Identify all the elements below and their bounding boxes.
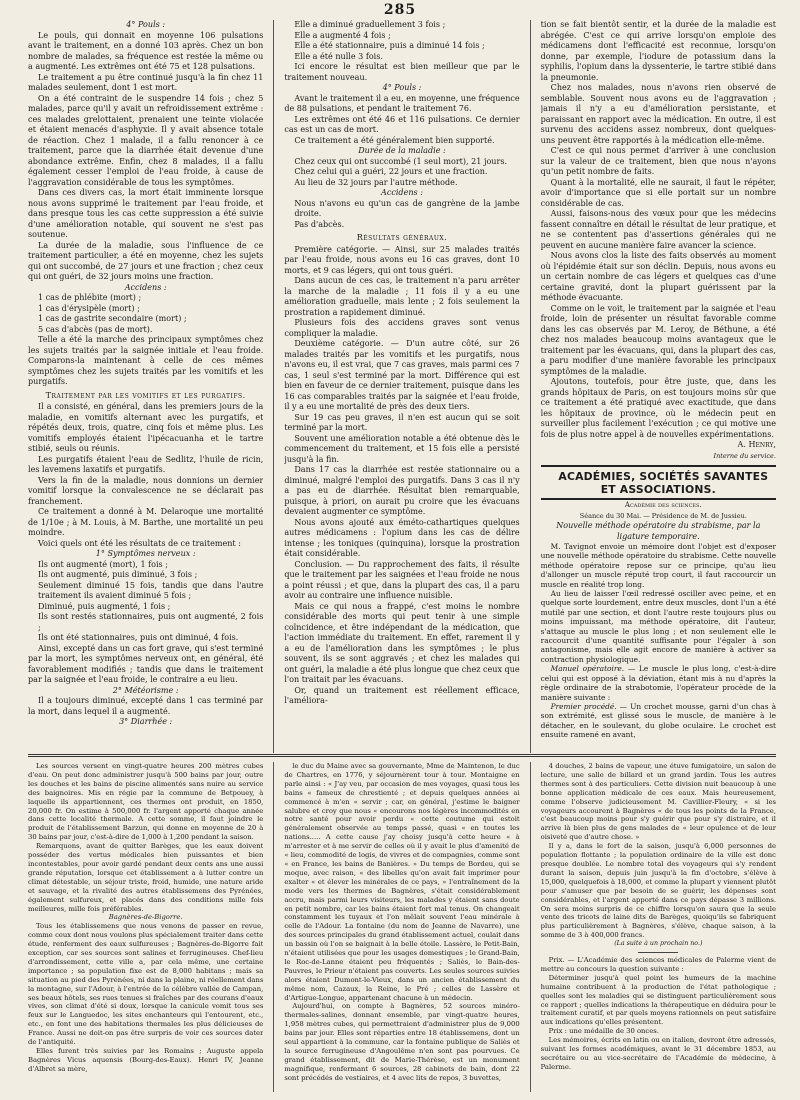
paragraph: Les extrêmes ont été 46 et 116 pulsations. Ce dernier cas est un cas de mort. (284, 114, 520, 134)
paragraph: Or, quand un traitement est réellement efficace, l'améliora- (284, 685, 520, 705)
author-role: Interne du service. (713, 451, 776, 460)
to-be-continued: (La suite à un prochain no.) (614, 940, 703, 948)
divider (638, 952, 678, 953)
paragraph: Comme on le voit, le traitement par la saignée et l'eau froide, loin de présenter un résultat favorable comme dans les cas observés par M. Leroy, de Béthune, a été chez nos malades beaucoup moins avantageux que le traitement par les évacuans, qui, dans la plupart des cas, a paru modifier d'une manière favorable les principaux symptômes de la maladie. (540, 303, 776, 376)
list-item: Pas d'abcès. (294, 219, 345, 229)
paragraph: Il a toujours diminué, excepté dans 1 cas terminé par la mort, dans lequel il a augmenté. (28, 696, 264, 716)
paragraph: Ainsi, excepté dans un cas fort grave, qui s'est terminé par la mort, les symptômes nerveux ont, en général, été favorablement modifiés ; tandis que dans le traitement par la saignée et l'eau froide, le contraire a eu lieu. (28, 643, 264, 684)
paragraph: Chez nos malades, nous n'avons rien observé de semblable. Souvent nous avons eu de l'aggravation ; jamais il n'y a eu d'amélioration persistante, et paraissant en rapport avec la médication. En outre, il est survenu des accidens assez nombreux, dont quelques-uns peuvent être rapportés à la médication elle-même. (540, 83, 776, 145)
column-2 (284, 20, 519, 753)
column-divider (530, 20, 531, 753)
paragraph: 4 douches, 2 bains de vapeur, une étuve fumigatoire, un salon de lecture, une salle de billard et un grand jardin. Tous les autres thermes sont à des particuliers. Cette division nuit beaucoup à une bonne application médicale de ces eaux. Mais heureusement, comme l'observe judicieusement M. Cavillier-Fleury, « si les voyageurs accourent à Bagnères « de tous les points de la France, c'est beaucoup moins pour s'y guérir que pour s'y distraire, et il arrive là bien plus de gens malades de « leur opulence et de leur oisiveté que d'autre chose. » (540, 762, 776, 842)
subheading: 1° Symptômes nerveux : (95, 549, 196, 558)
academy-report (541, 542, 776, 740)
paragraph: Le pouls, qui donnait en moyenne 106 pulsations avant le traitement, en a donné 103 après. Chez un bon nombre de malades, sa fréquence est restée la même ou a augmenté. Les extrêmes ont été 75 et 128 pulsations. (28, 30, 264, 71)
list-item: Elle a augmenté 4 fois ; (294, 30, 391, 40)
paragraph: Prix. — L'Académie des sciences médicales de Palerme vient de mettre au concours la question suivante : (540, 956, 776, 973)
paragraph: La durée de la maladie, sous l'influence de ce traitement particulier, a été en moyenne, chez les sujets qui ont succombé, de 27 jours et une fraction ; chez ceux qui ont guéri, de 32 jours moins une fraction. (28, 240, 264, 281)
inline-heading: Premier procédé. (550, 701, 617, 711)
paragraph: Tous les établissemens que nous venons de passer en revue, comme ceux dont nous voulons plus spécialement traiter dans cette étude, renferment des eaux sulfureuses ; Bagnères-de-Bigorre fait exception, car ses sources sont salines et ferrugineuses. Chef-lieu d'arrondissement, cette ville a, par cela même, une certaine importance ; sa population fixe est de 8,000 habitans ; mais sa situation au pied des Pyrénées, ni dans la plaine, ni réellement dans la montagne, sur l'Adour, à l'entrée de la célèbre vallée de Campan, ses beaux hôtels, ses rues tenues si fraîches par des courans d'eaux vives, son climat d'été si doux, lorsque la canicule vomit tous ses feux sur le Languedoc, les sites enchanteurs qui l'entourent, etc., etc., en font une des habitations thermales les plus délicieuses de France. Aussi ne doit-on pas être surpris de voir ces sources dater de l'antiquité. (28, 922, 264, 1047)
column-divider (530, 762, 531, 1092)
list-item: 1 cas de phlébite (mort) ; (38, 293, 142, 302)
paragraph: Première catégorie. — Ainsi, sur 25 malades traités par l'eau froide, nous avons eu 16 cas graves, dont 10 morts, et 9 cas légers, qui ont tous guéri. (284, 244, 520, 275)
subheading: Accidens : (124, 282, 167, 292)
paragraph: Ici encore le résultat est bien meilleur que par le traitement nouveau. (284, 62, 520, 82)
subheading: Accidens : (381, 188, 423, 197)
list-item: Ils ont augmenté, puis diminué, 3 fois ; (38, 570, 198, 579)
list-item: 1 cas de gastrite secondaire (mort) ; (38, 314, 187, 323)
top-columns (28, 20, 776, 753)
column-3 (541, 20, 776, 753)
paragraph: Elles furent très suivies par les Romains ; Auguste appela Bagnères Vicus aquensis (Bourg-des-Eaux). Henri IV, Jeanne d'Albret sa mère, (28, 1047, 264, 1073)
subheading: 4° Pouls : (382, 83, 422, 92)
paragraph: le duc du Maine avec sa gouvernante, Mme de Maintenon, le duc de Chartres, en 1776, y séjournèrent tour à tour. Montaigne en parle ainsi : « J'ay veu, par occasion de mes voyages, quasi tous les bains « fameux de chrestienté ; et depuis quelques années ai commencé à m'en « servir ; car, en général, j'estime le baigner salubre et croy que nous « encourons nos légères incommodités en notre santé pour avoir perdu « cette coutume qui estoit généralement observée au temps passé, quasi « en toutes les nations..... A cette cause j'ay choisy jusqu'à cette heure « à m'arrester et à me servir de celles où il y avait le plus d'amenité de « lieu, commodité de logis, de vivres et de compagnies, comme sont « en France, les bains de Banières. » Du temps de Bordeu, qui se moque, avec raison, « des libelles qu'on avait fait imprimer pour exalter « et élever les minérales de ce pays, » l'entraînement de la mode vers les thermes de Bagnères, s'était considérablement accru, mais parmi leurs visiteurs, les malades y étaient sans doute en petit nombre, car les bains étaient fort mal tenus. On changeait constamment les tuyaux et l'on mêlait souvent l'eau minérale à celle de l'Adour. La fontaine (du nom de Jeanne de Navarre), une des sources principales du grand établissement actuel, coulait dans un bassin où l'on se baignait à la belle étoile. Lassère, le Petit-Bain, n'étaient utilisées que pour les usages domestiques ; le Grand-Bain, le Roc-de-Lanne étaient peu fréquentés ; Saliès, le Bain-des-Pauvres, le Prieur n'étaient pas couverts. Les seules sources suivies alors étaient Dumont-le-Vieux, dans un ancien établissement du même nom, Cazaux, la Reine, le Pré ; celles de Lassère et d'Artigue-Longue, appartenant chacune à un médecin. (284, 762, 520, 1002)
paragraph: Remarquons, avant de quitter Barèges, que les eaux doivent posséder des vertus médicales bien puissantes et bien incontestables, pour avoir gardé pendant deux cents ans une aussi grande réputation, lorsque cet établissement a à lutter contre un climat détestable, un séjour triste, froid, humide, une nature aride et sauvage, et la rivalité des autres établissemens des Pyrénées, également sulfureux, et placés dans des conditions mille fois meilleures, mille fois préférables. (28, 842, 264, 913)
paragraph: M. Tavignot envoie un mémoire dont l'objet est d'exposer une nouvelle méthode opératoire du strabisme. Cette nouvelle méthode opératoire repose sur ce principe, qu'au lieu d'allonger un muscle réputé trop court, il faut raccourcir un muscle en réalité trop long. (540, 542, 776, 589)
list-item: Elle a diminué graduellement 3 fois ; (294, 20, 446, 29)
paragraph: Les sources versent en vingt-quatre heures 200 mètres cubes d'eau. On peut donc administrer jusqu'à 500 bains par jour, outre les douches et les bains de piscine alimentés sans nuire au service des baignoires. Mis en régie par la commune de Betpouey, à laquelle ils appartiennent, ces thermes ont produit, en 1850, 20,000 fr. On estime à 500,000 fr. l'argent apporté chaque année dans cette localité thermale. A cette somme, il faut joindre le produit de l'établissement Barzun, qui donne en moyenne de 20 à 30 bains par jour, c'est-à-dire de 1,000 à 1,200 pendant la saison. (28, 762, 264, 842)
inline-text: — Le muscle le plus long, c'est-à-dire celui qui est opposé à la déviation, étant mis à nu d'après la règle ordinaire de la strabotomie, l'opérateur procède de la manière suivante : (540, 664, 776, 702)
inline-text: — Un crochet mousse, garni d'un chas à son extrémité, est glissé sous le muscle, de manière à le détacher, en le soulevant, du globe oculaire. Le crochet est ensuite ramené en avant, (540, 701, 776, 740)
paragraph: Telle a été la marche des principaux symptômes chez les sujets traités par la saignée initiale et l'eau froide. Comparons-la maintenant à celle de ces mêmes symptômes chez les sujets traités par les vomitifs et les purgatifs. (28, 335, 264, 386)
list-item: Nous n'avons eu qu'un cas de gangrène de la jambe droite. (294, 198, 520, 218)
paragraph: Plusieurs fois des accidens graves sont venus compliquer la maladie. (284, 318, 520, 338)
paragraph: tion se fait bientôt sentir, et la durée de la maladie est abrégée. C'est ce qui arrive lorsqu'on emploie des médicamens dont l'efficacité est reconnue, lorsqu'on donne, par exemple, l'iodure de potassium dans la syphilis, l'opium dans la dyssenterie, le tartre stibié dans la pneumonie. (540, 20, 776, 82)
paragraph: Conclusion. — Du rapprochement des faits, il résulte que le traitement par les saignées et l'eau froide ne nous a point réussi ; et que, dans la plupart des cas, il a paru avoir au contraire une influence nuisible. (284, 559, 520, 600)
paragraph: Il y a, dans le fort de la saison, jusqu'à 6,000 personnes de population flottante ; la population ordinaire de la ville est donc presque doublée. Le nombre total des voyageurs qui s'y rendent durant la saison, depuis juin jusqu'à la fin d'octobre, s'élève à 15,000, quelquefois à 18,000, et comme la plupart y viennent plutôt pour s'amuser que par besoin de se guérir, les dépenses sont considérables, et l'argent apporté dans ce pays dépasse 3 millions. On sera moins surpris de ce chiffre lorsqu'on saura que la seule vente des tricots de laine dits de Barèges, quoiqu'ils se fabriquent plus particulièrement à Bagnères, s'élève, chaque saison, à la somme de 3 à 400,000 francs. (540, 842, 776, 940)
list-item: Ils sont restés stationnaires, puis ont augmenté, 2 fois ; (38, 612, 264, 632)
subheading: Durée de la maladie : (358, 146, 446, 155)
author-signature: A. Henry, (737, 440, 776, 449)
column-divider (273, 762, 274, 1092)
list-item: Elle a été stationnaire, puis a diminué 14 fois ; (294, 41, 485, 50)
paragraph: Les mémoires, écrits en latin ou en italien, devront être adressés, suivant les formes académiques, avant le 31 décembre 1853, au secrétaire ou au vice-secrétaire de l'Académie de médecine, à Palerme. (540, 1036, 776, 1071)
page-number: 285 (383, 2, 417, 18)
paragraph: Deuxième catégorie. — D'un autre côté, sur 26 malades traités par les vomitifs et les purgatifs, nous n'avons eu, il est vrai, que 7 cas graves, mais parmi ces 7 cas, 1 seul s'est terminé par la mort. Différence qui est bien en faveur de ce dernier traitement, puisque dans les 16 cas comparables traités par la saignée et l'eau froide, il y a eu une mortalité de près des deux tiers. (284, 339, 520, 411)
paragraph: Quant à la mortalité, elle ne saurait, il faut le répéter, avoir d'importance que si elle portait sur un nombre considérable de cas. (540, 177, 776, 208)
paragraph: Prix : une médaille de 30 onces. (548, 1027, 659, 1036)
list-item: Elle a été nulle 3 fois. (294, 51, 383, 61)
bottom-columns (28, 762, 776, 1092)
paragraph: Aussi, faisons-nous des vœux pour que les médecins fassent connaître en détail le résultat de leur pratique, et ne se contentent pas d'assertions générales qui ne peuvent en aucune manière faire avancer la science. (540, 209, 776, 250)
list-item: Ils ont augmenté (mort), 1 fois ; (38, 559, 168, 569)
list-item: 1 cas d'érysipèle (mort) ; (38, 303, 140, 313)
paragraph: Le traitement a pu être continué jusqu'à la fin chez 11 malades seulement, dont 1 est mort. (28, 72, 264, 92)
paragraph: Il a consisté, en général, dans les premiers jours de la maladie, en vomitifs alternant avec les purgatifs, et répétés deux, trois, quatre, cinq fois et même plus. Les vomitifs employés étaient l'ipécacuanha et le tartre stibié, seuls ou réunis. (28, 402, 264, 453)
academies-section (541, 465, 776, 740)
paragraph: Dans ces divers cas, la mort était imminente lorsque nous avons supprimé le traitement par l'eau froide, et dans presque tous les cas cette suppression a été suivie d'une amélioration notable, qui souvent ne s'est pas soutenue. (28, 188, 264, 239)
column-1 (28, 20, 263, 753)
topic-title: Nouvelle méthode opératoire du strabisme, par la ligature temporaire. (556, 521, 761, 541)
session-line: Séance du 30 Mai. — Présidence de M. de Jussieu. (579, 511, 747, 520)
subheading: Bagnères-de-Bigorre. (108, 913, 183, 922)
paragraph: Mais ce qui nous a frappé, c'est moins le nombre considérable des morts qui peut tenir à une simple coïncidence, et être indépendant de la médication, que l'action immédiate du traitement. En effet, rarement il y a eu de l'amélioration dans les symptômes ; le plus souvent, ils se sont aggravés ; et chez les malades qui ont guéri, la maladie a été plus longue que chez ceux que l'on traitait par les évacuans. (284, 601, 520, 684)
paragraph: Déterminer jusqu'à quel point les humeurs de la machine humaine contribuent à la production de l'état pathologique ; quelles sont les maladies qui se distinguent particulièrement sous ce rapport ; quelles indications la thérapeutique en déduira pour le traitement curatif, et par quels moyens rationnels on peut satisfaire aux indications qu'elles présentent. (540, 973, 776, 1027)
paragraph: Avant le traitement il a eu, en moyenne, une fréquence de 88 pulsations, et pendant le traitement 76. (284, 93, 520, 113)
list-item: Au lieu de 32 jours par l'autre méthode. (294, 177, 458, 187)
paragraph (541, 664, 776, 702)
section-subtitle: Académie des sciences. (624, 501, 702, 509)
list-item: Ils ont été stationnaires, puis ont diminué, 4 fois. (38, 633, 239, 642)
paragraph: On a été contraint de le suspendre 14 fois ; chez 5 malades, parce qu'il y avait un refroidissement extrême : ces malades grelottaient, prenaient une teinte violacée et étaient menacés d'asphyxie. Il y avait absence totale de réaction. Chez 1 malade, il a fallu renoncer à ce traitement, parce que la diarrhée était devenue d'une abondance extrême. Enfin, chez 8 malades, il a fallu également cesser l'emploi de l'eau froide, à cause de l'aggravation considérable de tous les symptômes. (28, 93, 264, 187)
list-item: Seulement diminué 15 fois, tandis que dans l'autre traitement ils avaient diminué 5 fois ; (38, 580, 264, 600)
bottom-column-2 (284, 762, 519, 1092)
list-item: Chez celui qui a guéri, 22 jours et une fraction. (294, 167, 488, 176)
list-item: Diminué, puis augmenté, 1 fois ; (38, 601, 171, 611)
paragraph: Souvent une amélioration notable a été obtenue dès le commencement du traitement, et 15 fois elle a persisté jusqu'à la fin. (284, 433, 520, 464)
paragraph: Dans aucun de ces cas, le traitement n'a paru arrêter la marche de la maladie ; 11 fois il y a eu une amélioration graduelle, mais lente ; 2 fois seulement la prostration a rapidement diminué. (284, 276, 520, 317)
section-heading: Résultats généraux. (356, 233, 448, 242)
inline-heading: Manuel opératoire. (550, 664, 625, 674)
feuilleton-separator (28, 754, 776, 757)
bottom-column-3 (541, 762, 776, 1092)
paragraph: Au lieu de laisser l'œil redressé osciller avec peine, et en quelque sorte lourdement, entre deux muscles, dont l'un a été mutilé par une section, et dont l'autre reste toujours plus ou moins impuissant, ma méthode opératoire, dit l'auteur, s'attaque au muscle le plus long ; et non seulement elle le raccourcit d'une quantité suffisante pour l'égaler à son antagonisme, mais elle agit encore de manière à activer sa contraction physiologique. (540, 589, 776, 664)
paragraph: C'est ce qui nous permet d'arriver à une conclusion sur la valeur de ce traitement, bien que nous n'ayons qu'un petit nombre de faits. (540, 146, 776, 176)
paragraph: Sur 19 cas peu graves, il n'en est aucun qui se soit terminé par la mort. (284, 412, 520, 432)
bottom-column-1 (28, 762, 263, 1092)
section-title: ACADÉMIES, SOCIÉTÉS SAVANTES ET ASSOCIATIONS. (541, 470, 776, 500)
paragraph (541, 702, 776, 740)
subheading: 4° Pouls : (126, 20, 166, 29)
list-item: Chez ceux qui ont succombé (1 seul mort), 21 jours. (294, 156, 508, 166)
paragraph: Dans 17 cas la diarrhée est restée stationnaire ou a diminué, malgré l'emploi des purgatifs. Dans 3 cas il n'y a pas eu de diarrhée. Résultat bien remarquable, puisque, à priori, on aurait pu croire que les évacuans devaient augmenter ce symptôme. (284, 465, 520, 516)
paragraph: Ce traitement a été généralement bien supporté. (294, 135, 495, 145)
paragraph: Ce traitement a donné à M. Delaroque une mortalité de 1/10e ; à M. Louis, à M. Barthe, une mortalité un peu moindre. (28, 507, 264, 537)
section-heading: Traitement par les vomitifs et les purgatifs. (45, 390, 246, 400)
subheading: 2° Météorisme : (112, 685, 179, 695)
paragraph: Ajoutons, toutefois, pour être juste, que, dans les grands hôpitaux de Paris, on est toujours moins sûr que ce traitement a été pratiqué avec exactitude, que dans les hôpitaux de province, où le médecin peut en surveiller plus facilement l'exécution ; ce qui motive une fois de plus notre appel à de nouvelles expérimentations. (540, 377, 776, 439)
paragraph: Aujourd'hui, on compte à Bagnères, 52 sources minéro-thermales-salines, donnant ensemble, par vingt-quatre heures, 1,958 mètres cubes, qui permettraient d'administrer plus de 9,000 bains par jour. Elles sont réparties entre 18 établissemens, dont un seul appartient à la commune, car la fontaine publique de Saliès et la source ferrugineuse d'Angoulême n'en sont pas pourvues. Ce grand établissement, dit de Marie-Thérèse, est un monument magnifique, renfermant 6 sources, 28 cabinets de bain, dont 22 sont précédés de vestiaires, et 4 avec lits de repos, 3 buvettes, (284, 1002, 520, 1082)
column-divider (273, 20, 274, 753)
paragraph: Les purgatifs étaient l'eau de Sedlitz, l'huile de ricin, les lavemens laxatifs et purgatifs. (28, 454, 264, 474)
paragraph: Nous avons clos la liste des faits observés au moment où l'épidémie était sur son déclin. Depuis, nous avons eu un certain nombre de cas légers et quelques cas d'une certaine gravité, dont la plupart guérissent par la méthode évacuante. (540, 251, 776, 302)
list-item: 5 cas d'abcès (pas de mort). (38, 324, 153, 334)
paragraph: Voici quels ont été les résultats de ce traitement : (38, 538, 241, 548)
paragraph: Nous avons ajouté aux éméto-cathartiques quelques autres médicamens : l'opium dans les cas de délire intense ; les toniques (quinquina), lorsque la prostration était considérable. (284, 517, 520, 558)
paragraph: Vers la fin de la maladie, nous donnions un dernier vomitif lorsque la convalescence ne se déclarait pas franchement. (28, 475, 264, 506)
subheading: 3° Diarrhée : (119, 717, 173, 726)
